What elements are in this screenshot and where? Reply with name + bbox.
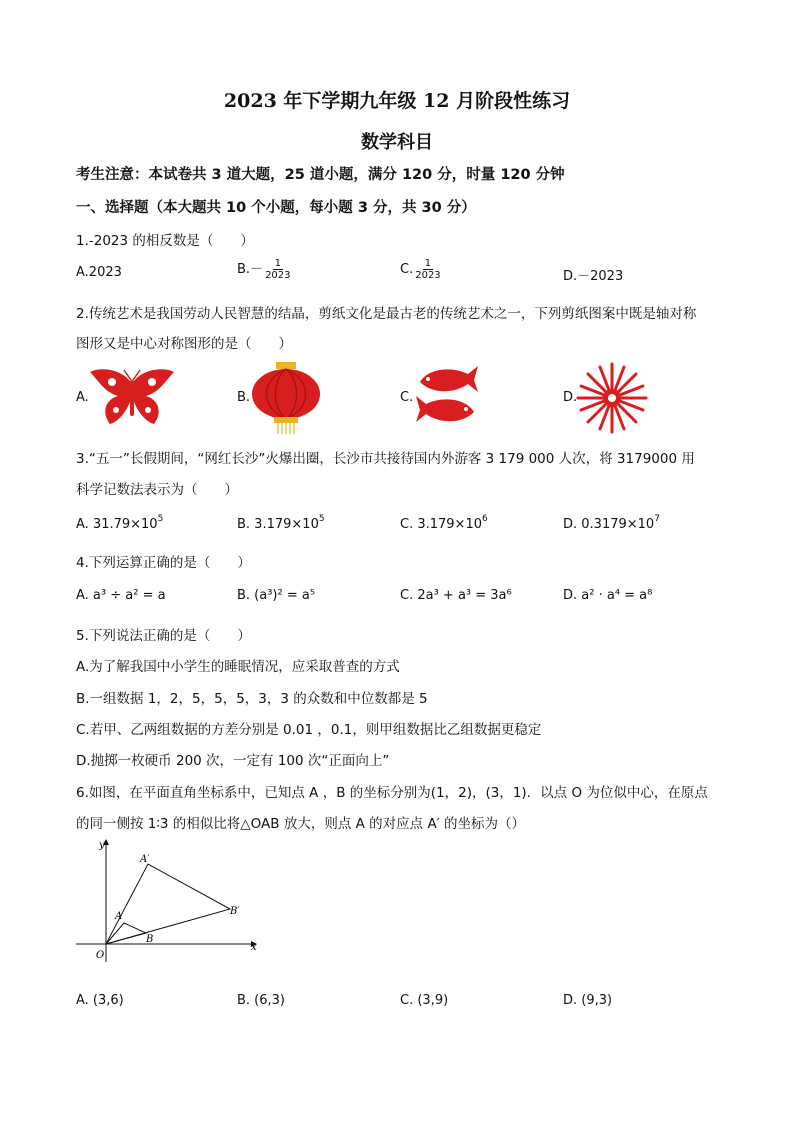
- snowflake-papercut-icon: [576, 362, 648, 434]
- q3-option-b: [237, 514, 325, 532]
- subject-title: 数学科目: [361, 132, 433, 153]
- point-b-label: B: [146, 934, 154, 945]
- fish-papercut-icon: [412, 360, 482, 434]
- q1-option-d: D.－2023: [563, 269, 624, 284]
- q2-label-a: A.: [76, 390, 89, 405]
- q4-option-a: A. a³ ÷ a² = a: [76, 588, 166, 603]
- q5-option-c: C.若甲、乙两组数据的方差分别是 0.01 ，0.1，则甲组数据比乙组数据更稳定: [76, 722, 542, 738]
- page-title: 2023 年下学期九年级 12 月阶段性练习: [223, 90, 571, 112]
- q2-label-c: C.: [400, 390, 414, 405]
- q3-a-exponent: 5: [157, 514, 164, 524]
- q6-option-b: B. (6,3): [237, 993, 286, 1008]
- q6-option-c: C. (3,9): [400, 993, 449, 1008]
- q3-option-d: [563, 514, 660, 532]
- q1-b-numerator: 1: [274, 258, 281, 269]
- q1-c-fraction: [415, 258, 440, 281]
- q1-b-prefix: B.－: [237, 262, 264, 277]
- question-3-line1: 3.“五一”长假期间，“网红长沙”火爆出圈，长沙市共接待国内外游客 3 179 000 人次，将 3179000 用: [76, 451, 695, 467]
- x-axis-label: x: [251, 942, 257, 953]
- q5-option-a: A.为了解我国中小学生的睡眠情况，应采取普查的方式: [76, 659, 400, 675]
- lantern-papercut-icon: [248, 360, 324, 436]
- q4-option-b: B. (a³)² = a⁵: [237, 588, 316, 603]
- q6-coordinate-figure: [70, 834, 270, 968]
- q1-b-denominator: 2023: [265, 270, 291, 281]
- butterfly-papercut-icon: [88, 366, 176, 430]
- q2-label-b: B.: [237, 390, 251, 405]
- q6-option-d: D. (9,3): [563, 993, 613, 1008]
- q3-b-base: B. 3.179×10: [237, 517, 319, 532]
- section-heading: 一、选择题（本大题共 10 个小题，每小题 3 分，共 30 分）: [76, 200, 476, 216]
- point-a-prime-label: A′: [140, 854, 150, 865]
- q1-option-b: [237, 258, 291, 281]
- point-a-label: A: [115, 911, 123, 922]
- q1-option-a: A.2023: [76, 265, 122, 280]
- q5-option-d: D.抛掷一枚硬币 200 次，一定有 100 次“正面向上”: [76, 753, 390, 769]
- q1-c-numerator: 1: [424, 258, 432, 269]
- question-6-line2: 的同一侧按 1∶3 的相似比将△OAB 放大，则点 A 的对应点 A′ 的坐标为（）: [76, 816, 526, 832]
- q3-c-exponent: 6: [482, 514, 488, 524]
- q3-c-base: C. 3.179×10: [400, 517, 482, 532]
- question-5-stem: 5.下列说法正确的是（ ）: [76, 628, 251, 644]
- question-4-stem: 4.下列运算正确的是（ ）: [76, 555, 251, 571]
- q2-label-d: D.: [563, 390, 578, 405]
- question-1-stem: 1.-2023 的相反数是（ ）: [76, 233, 254, 249]
- point-b-prime-label: B′: [230, 906, 240, 917]
- q5-option-b: B.一组数据 1，2，5，5，5，3，3 的众数和中位数都是 5: [76, 691, 428, 707]
- q3-d-base: D. 0.3179×10: [563, 517, 655, 532]
- q4-option-d: D. a² · a⁴ = a⁸: [563, 588, 653, 603]
- q6-option-a: A. (3,6): [76, 993, 124, 1008]
- q1-c-denominator: 2023: [415, 270, 441, 281]
- question-6-line1: 6.如图，在平面直角坐标系中，已知点 A ，B 的坐标分别为(1，2)，(3，1)．以点 O 为位似中心，在原点: [76, 785, 708, 801]
- q3-option-c: [400, 514, 488, 532]
- q3-b-exponent: 5: [318, 514, 325, 524]
- origin-label: O: [96, 950, 105, 961]
- q4-option-c: C. 2a³ + a³ = 3a⁶: [400, 588, 512, 603]
- q3-option-a: [76, 514, 163, 532]
- triangle-oa2b2: [106, 864, 230, 944]
- q1-c-prefix: C.: [400, 262, 414, 277]
- question-3-line2: 科学记数法表示为（ ）: [76, 482, 238, 498]
- question-2-line2: 图形又是中心对称图形的是（ ）: [76, 336, 292, 352]
- question-2-line1: 2.传统艺术是我国劳动人民智慧的结晶，剪纸文化是最古老的传统艺术之一，下列剪纸图案中既是轴对称: [76, 306, 697, 322]
- q3-d-exponent: 7: [654, 514, 660, 524]
- y-axis-label: y: [99, 840, 105, 851]
- q3-a-base: A. 31.79×10: [76, 517, 158, 532]
- exam-notice: 考生注意：本试卷共 3 道大题，25 道小题，满分 120 分，时量 120 分钟: [76, 167, 565, 183]
- q1-b-fraction: [265, 258, 290, 281]
- q1-option-c: [400, 258, 441, 281]
